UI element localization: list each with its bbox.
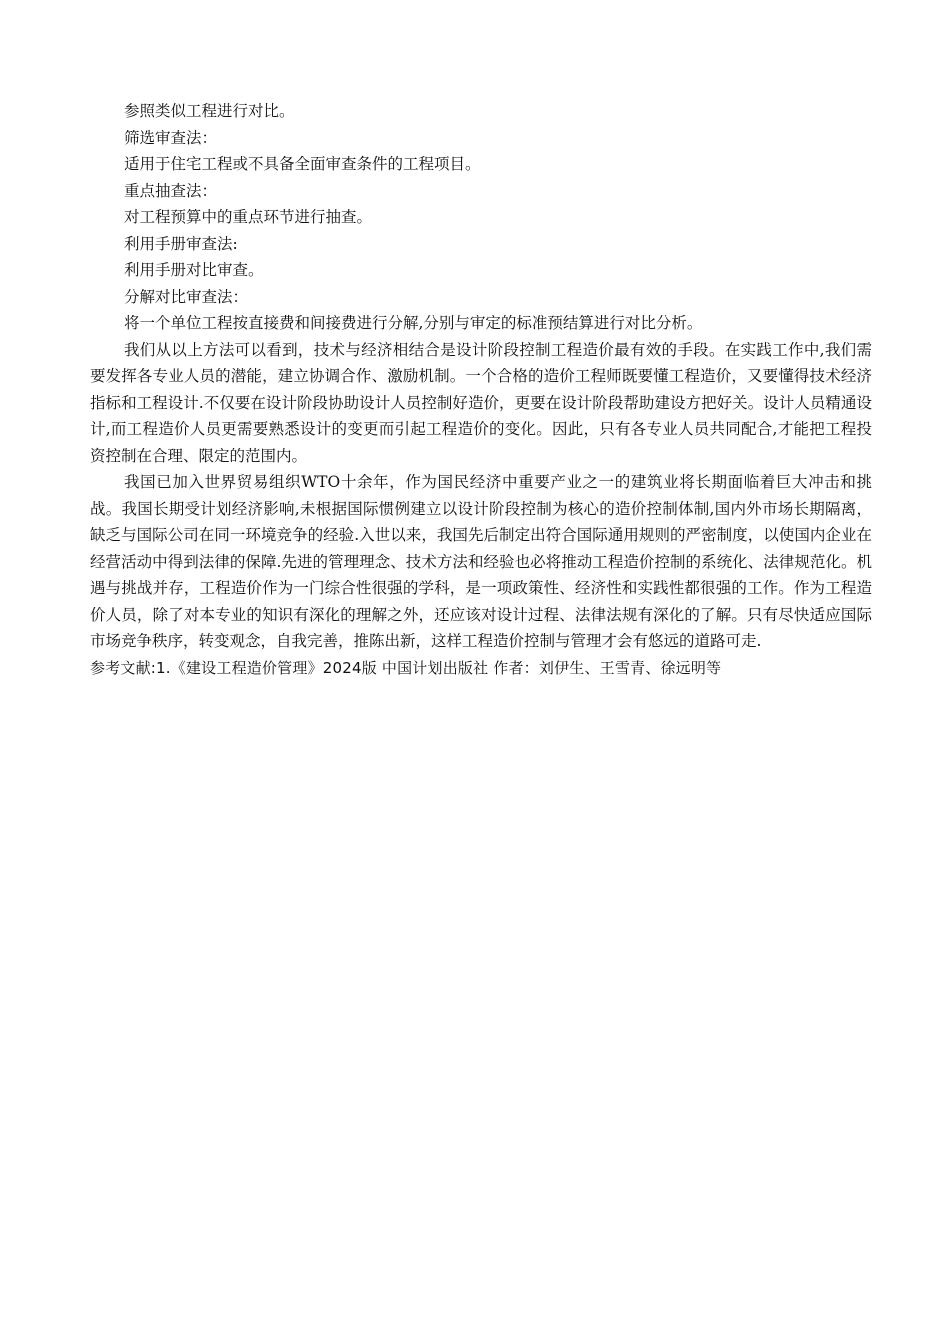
text-line: 对工程预算中的重点环节进行抽查。 bbox=[124, 208, 373, 226]
text-line: 将一个单位工程按直接费和间接费进行分解,分别与审定的标准预结算进行对比分析。 bbox=[124, 314, 703, 332]
text-line: 参照类似工程进行对比。 bbox=[124, 102, 295, 120]
body-paragraph: 我们从以上方法可以看到，技术与经济相结合是设计阶段控制工程造价最有效的手段。在实践工作中,我们需要发挥各专业人员的潜能，建立协调合作、激励机制。一个合格的造价工程师既要懂工程造价，又要懂得技术经济指标和工程设计.不仅要在设计阶段协助设计人员控制好造价，更要在设计阶段帮助建设方把好关。设计人员精通设计,而工程造价人员更需要熟悉设计的变更而引起工程造价的变化。因此，只有各专业人员共同配合,才能把工程投资控制在合理、限定的范围内。 bbox=[90, 340, 872, 465]
method-heading: 分解对比审查法： bbox=[124, 287, 249, 306]
body-paragraph: 我国已加入世界贸易组织WTO十余年，作为国民经济中重要产业之一的建筑业将长期面临着巨大冲击和挑战。我国长期受计划经济影响,未根据国际惯例建立以设计阶段控制为核心的造价控制体制,国内外市场长期隔离，缺乏与国际公司在同一环境竞争的经验.入世以来，我国先后制定出符合国际通用规则的严密制度，以使国内企业在经营活动中得到法律的保障.先进的管理理念、技术方法和经验也必将推动工程造价控制的系统化、法律规范化。机遇与挑战并存，工程造价作为一门综合性很强的学科，是一项政策性、经济性和实践性都很强的工作。作为工程造价人员，除了对本专业的知识有深化的理解之外，还应该对设计过程、法律法规有深化的了解。只有尽快适应国际市场竞争秩序，转变观念，自我完善，推陈出新，这样工程造价控制与管理才会有悠远的道路可走. bbox=[90, 473, 872, 650]
document-page bbox=[90, 98, 872, 681]
text-line: 适用于住宅工程或不具备全面审查条件的工程项目。 bbox=[124, 155, 481, 173]
reference-line: 参考文献:1.《建设工程造价管理》2024版 中国计划出版社 作者：刘伊生、王雪青、徐远明等 bbox=[90, 658, 722, 677]
method-heading: 筛选审查法： bbox=[124, 128, 218, 147]
method-heading: 利用手册审查法: bbox=[124, 234, 238, 253]
text-line: 利用手册对比审查。 bbox=[124, 261, 264, 279]
method-heading: 重点抽查法： bbox=[124, 181, 218, 200]
